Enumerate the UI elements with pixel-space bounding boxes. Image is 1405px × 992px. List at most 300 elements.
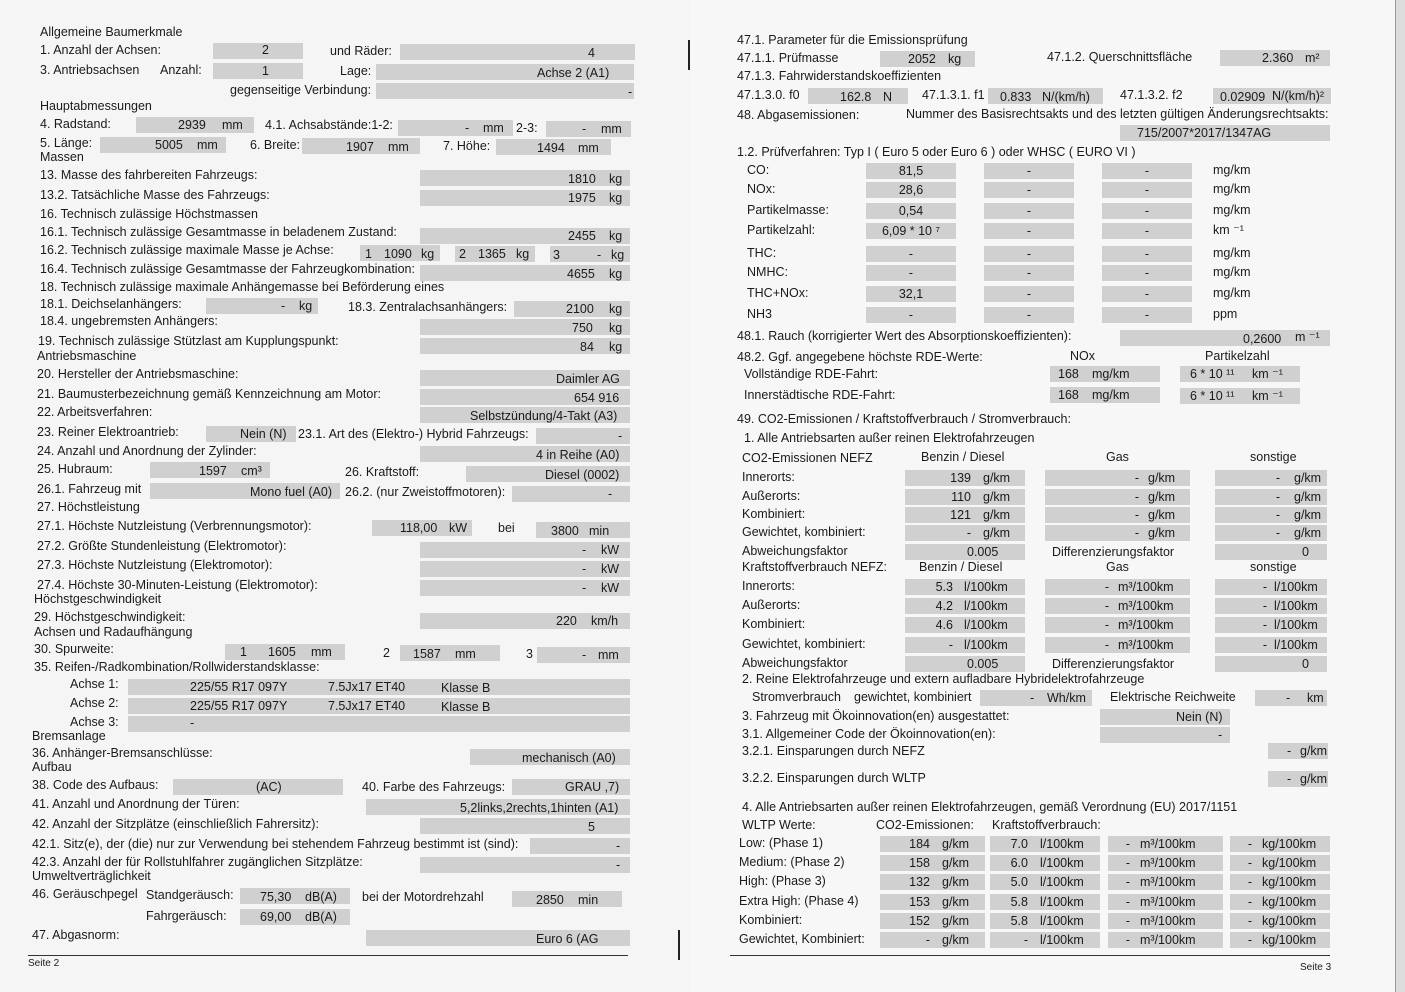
co2-unit-3: g/km [1294,471,1322,485]
label-m184: 18.4. ungebremsten Anhängers: [40,314,218,328]
value-p48: 715/2007*2017/1347AG [1137,126,1272,140]
emission-value-3: - [1144,308,1150,322]
label-p31: 3.1. Allgemeiner Code der Ökoinnovation(en): [742,727,996,741]
wltp-kg: - [1247,837,1252,851]
unit-p4712: m² [1305,51,1320,65]
co2-unit-1: g/km [983,490,1011,504]
value-m183: 2100 [566,302,594,316]
emission-value-3: - [1144,204,1150,218]
value-m162-a2: 2 [459,247,466,261]
emission-value-3: - [1144,287,1150,301]
emission-value-2: - [1026,247,1032,261]
header-partikelzahl: Partikelzahl [1205,349,1270,363]
value-abw: 0.005 [967,545,999,559]
value-a29: 220 [556,614,577,628]
emission-name: Partikelmasse: [747,203,829,217]
unit-p481: m ⁻¹ [1295,330,1320,344]
wltp-co2-unit: g/km [942,933,970,947]
kv-unit-3: l/100km [1274,618,1318,632]
value-reichweite: - [1286,691,1291,705]
label-p4711: 47.1.1. Prüfmasse [737,51,839,65]
value-a30-a3: 3 [526,647,533,661]
unit-hoehe: mm [578,141,599,155]
wltp-kg: - [1247,875,1252,889]
emission-value-1: 81,5 [898,164,924,178]
unit-f2: N/(km/h)² [1272,89,1325,103]
value-achse1-tire: 225/55 R17 097Y [190,680,288,694]
wltp-m3-unit: m³/100km [1140,895,1196,909]
emission-value-3: - [1144,183,1150,197]
binding-mark-bottom [678,930,680,960]
co2-row-name: Gewichtet, kombiniert: [742,525,866,539]
label-a262: 26.2. (nur Zweistoffmotoren): [345,485,506,499]
wltp-kg-unit: kg/100km [1262,933,1317,947]
emission-name: NH3 [747,307,773,321]
unit-m181: kg [299,299,313,313]
label-raeder: und Räder: [330,44,392,58]
emission-unit: mg/km [1213,203,1251,217]
emission-unit: mg/km [1213,182,1251,196]
label-f1: 47.1.3.1. f1 [922,88,985,102]
co2-value-2: - [1134,526,1139,540]
wltp-kg-unit: kg/100km [1262,875,1317,889]
value-a274: - [582,581,587,595]
kv-unit-1: l/100km [964,638,1008,652]
wltp-co2-unit: g/km [942,837,970,851]
value-fahr: 69,00 [260,910,292,924]
value-a30-v2: 1587 [413,647,441,661]
label-diff: Differenzierungsfaktor [1052,545,1175,559]
value-achse1-rim: 7.5Jx17 ET40 [328,680,406,694]
wltp-kg: - [1247,914,1252,928]
label-p481: 48.1. Rauch (korrigierter Wert des Absorptionskoeffizienten): [737,329,1072,343]
value-breite: 1907 [346,140,374,154]
value-p31: - [1218,728,1223,742]
wltp-m3-unit: m³/100km [1140,875,1196,889]
kv-value-1: 4.6 [935,618,953,632]
emission-value-2: - [1026,308,1032,322]
kv-value-2: - [1104,618,1109,632]
wltp-m3: - [1125,914,1130,928]
co2-value-1: 110 [951,490,971,504]
header-wltp-kv: Kraftstoffverbrauch: [992,818,1101,832]
label-a23: 23. Reiner Elektroantrieb: [37,425,179,439]
wltp-co2: 152 [909,914,930,928]
unit-a25: cm³ [241,464,262,478]
wltp-kv: - [1023,933,1028,947]
value-strom: - [1030,691,1035,705]
value-p322: - [1287,772,1292,786]
emission-value-3: - [1144,266,1150,280]
value-m161: 2455 [568,229,596,243]
wltp-m3-unit: m³/100km [1140,933,1196,947]
label-antriebsachsen: 3. Antriebsachsen [40,63,140,77]
emission-value-3: - [1144,164,1150,178]
kv-unit-3: l/100km [1274,599,1318,613]
co2-unit-1: g/km [983,526,1011,540]
label-m162: 16.2. Technisch zulässige maximale Masse je Achse: [40,243,334,257]
co2-value-1: 139 [950,471,971,485]
emission-name: CO: [747,163,770,177]
unit-a30-2: mm [455,647,476,661]
kv-value-2: - [1104,599,1109,613]
label-m164: 16.4. Technisch zulässige Gesamtmasse der Fahrzeugkombination: [40,262,415,276]
label-achse2: Achse 2: [70,696,119,710]
kv-value-3: - [1262,618,1267,632]
label-stand: Standgeräusch: [146,888,234,902]
unit-a272: kW [601,543,620,557]
header-kv-gas: Gas [1106,560,1129,574]
label-a42: 42. Anzahl der Sitzplätze (einschließlich Fahrersitz): [32,817,319,831]
wltp-row-name: Gewichtet, Kombiniert: [739,932,865,946]
page-number: Seite 2 [28,958,60,969]
header-kv: Kraftstoffverbrauch NEFZ: [742,560,887,574]
co2-value-3: - [1275,508,1280,522]
unit-m183: kg [609,302,623,316]
label-abw: Abweichungsfaktor [742,544,848,558]
kv-value-2: - [1104,638,1109,652]
label-achse1: Achse 1: [70,677,119,691]
label-p471: 47.1. Parameter für die Emissionsprüfung [737,33,968,47]
label-a46: 46. Geräuschpegel [32,887,138,901]
label-reichweite: Elektrische Reichweite [1110,690,1236,704]
co2-unit-2: g/km [1148,508,1176,522]
label-radstand: 4. Radstand: [40,117,111,131]
kv-unit-2: m³/100km [1118,618,1174,632]
value-f2: 0.02909 [1220,90,1266,104]
emission-value-2: - [1026,164,1032,178]
label-a231: 23.1. Art des (Elektro-) Hybrid Fahrzeugs: [298,427,529,441]
wltp-co2: 153 [909,895,930,909]
wltp-kv-unit: l/100km [1040,933,1084,947]
label-anzahl: Anzahl: [160,63,202,77]
section-bremsanlage: Bremsanlage [32,729,106,743]
header-kv-sonstige: sonstige [1250,560,1297,574]
unit-radstand: mm [222,118,243,132]
value-m164: 4655 [567,267,595,281]
label-p491: 1. Alle Antriebsarten außer reinen Elektrofahrzeugen [744,431,1035,445]
kv-row-name: Außerorts: [742,598,801,612]
label-a35: 35. Reifen-/Radkombination/Rollwiderstandsklasse: [34,660,320,674]
emission-name: Partikelzahl: [747,223,816,237]
page-3 [690,0,1395,992]
label-p321: 3.2.1. Einsparungen durch NEFZ [742,744,925,758]
label-m19: 19. Technisch zulässige Stützlast am Kupplungspunkt: [38,334,339,348]
value-a271-rpm: 3800 [551,524,579,538]
header-nox: NOx [1070,349,1095,363]
emission-unit: mg/km [1213,246,1251,260]
wltp-co2: 132 [909,875,930,889]
label-a20: 20. Hersteller der Antriebsmaschine: [37,367,239,381]
unit-achsabst-23: mm [601,122,622,136]
label-gewichtet: gewichtet, kombiniert [854,690,972,704]
header-kv-benzin: Benzin / Diesel [919,560,1003,574]
unit-m19: kg [609,340,623,354]
emission-name: NMHC: [747,265,788,279]
footer-line [28,955,628,956]
header-gas: Gas [1106,450,1129,464]
value-a20: Daimler AG [556,372,620,386]
emission-value-1: 6,09 * 10 ⁷ [881,224,941,238]
value-a273: - [582,562,587,576]
unit-a271-rpm: min [589,524,610,538]
unit-m184: kg [609,321,623,335]
label-p48: 48. Abgasemissionen: [737,108,860,122]
label-m181: 18.1. Deichselanhängers: [40,297,182,311]
wltp-co2: 158 [909,856,930,870]
unit-a30-1: mm [311,645,332,659]
label-lage: Lage: [340,64,372,78]
label-a273: 27.3. Höchste Nutzleistung (Elektromotor): [37,558,273,572]
unit-laenge: mm [197,138,218,152]
wltp-m3: - [1125,933,1130,947]
wltp-co2: 184 [909,837,930,851]
value-achse1-class: Klasse B [441,681,491,695]
section-hoechstgeschwindigkeit: Höchstgeschwindigkeit [34,592,162,606]
label-p4713: 47.1.3. Fahrwiderstandskoeffizienten [737,69,942,83]
value-a261: Mono fuel (A0) [250,485,332,499]
value-a30-v3: - [582,648,587,662]
kv-value-3: - [1262,599,1267,613]
value-achse3: - [190,716,195,730]
co2-unit-1: g/km [983,471,1011,485]
unit-a274: kW [601,581,620,595]
emission-name: THC: [747,246,777,260]
header-wltp: WLTP Werte: [742,818,816,832]
label-p4712: 47.1.2. Querschnittsfläche [1047,50,1193,64]
value-p4711: 2052 [908,52,936,66]
wltp-kv-unit: l/100km [1040,856,1084,870]
kv-unit-3: l/100km [1274,638,1318,652]
value-verbindung: - [628,85,633,99]
label-p4: 4. Alle Antriebsarten außer reinen Elektrofahrzeugen, gemäß Verordnung (EU) 2017/1151 [742,800,1238,814]
value-a41: 5,2links,2rechts,1hinten (A1) [460,801,619,815]
wltp-m3: - [1125,837,1130,851]
section-aufbau: Aufbau [32,760,72,774]
wltp-kv-unit: l/100km [1040,895,1084,909]
co2-row-name: Kombiniert: [742,507,806,521]
unit-stand: dB(A) [305,890,337,904]
unit-m164: kg [609,267,623,281]
label-a423: 42.3. Anzahl der für Rollstuhlfahrer zugänglichen Sitzplätze: [32,855,363,869]
wltp-m3: - [1125,856,1130,870]
label-a26: 26. Kraftstoff: [345,465,420,479]
unit-achsabst-12: mm [483,121,504,135]
header-benzin: Benzin / Diesel [921,450,1005,464]
label-achsen: 1. Anzahl der Achsen: [40,43,161,57]
label-a272: 27.2. Größte Stundenleistung (Elektromotor): [37,539,287,553]
wltp-row-name: Kombiniert: [739,913,803,927]
wltp-kv: 5.0 [1010,875,1028,889]
unit-m162-1: kg [421,247,435,261]
label-a38: 38. Code des Aufbaus: [32,778,159,792]
label-strom: Stromverbrauch [752,690,841,704]
value-a30-a1: 1 [240,645,247,659]
unit-a271: kW [449,521,468,535]
emission-unit: mg/km [1213,286,1251,300]
co2-row-name: Innerorts: [742,470,795,484]
value-a272: - [582,543,587,557]
kv-row-name: Kombiniert: [742,617,806,631]
kv-unit-1: l/100km [964,580,1008,594]
value-f0: 162.8 [840,90,872,104]
value-rde2-pz: 6 * 10 ¹¹ [1190,389,1235,403]
label-a25: 25. Hubraum: [37,462,113,476]
value-a36: mechanisch (A0) [522,751,616,765]
unit-rde2-nox: mg/km [1092,388,1130,402]
wltp-kv: 6.0 [1010,856,1028,870]
label-a22: 22. Arbeitsverfahren: [37,405,153,419]
kv-value-1: - [948,638,953,652]
value-hoehe: 1494 [537,141,565,155]
unit-m161: kg [609,229,623,243]
unit-m132: kg [609,191,623,205]
label-m161: 16.1. Technisch zulässige Gesamtmasse in beladenem Zustand: [40,225,397,239]
wltp-kv-unit: l/100km [1040,875,1084,889]
kv-unit-1: l/100km [964,599,1008,613]
unit-m13: kg [609,172,623,186]
value-antrieb-anzahl: 1 [262,64,269,78]
unit-fahr: dB(A) [305,910,337,924]
unit-breite: mm [388,140,409,154]
wltp-m3: - [1125,895,1130,909]
value-drehzahl: 2850 [536,893,564,907]
label-diff2: Differenzierungsfaktor [1052,657,1175,671]
co2-value-1: 121 [950,508,971,522]
value-a47: Euro 6 (AG [536,932,599,946]
co2-unit-2: g/km [1148,490,1176,504]
co2-value-3: - [1275,526,1280,540]
wltp-co2-unit: g/km [942,856,970,870]
kv-value-2: - [1104,580,1109,594]
wltp-kv-unit: l/100km [1040,837,1084,851]
value-m132: 1975 [568,191,596,205]
value-p3: Nein (N) [1176,710,1223,724]
wltp-kg-unit: kg/100km [1262,837,1317,851]
value-a23: Nein (N) [240,427,287,441]
label-m132: 13.2. Tatsächliche Masse des Fahrzeugs: [40,188,270,202]
unit-p321: g/km [1300,744,1328,758]
label-m183: 18.3. Zentralachsanhängers: [348,300,508,314]
unit-p322: g/km [1300,772,1328,786]
unit-a273: kW [601,562,620,576]
label-m18: 18. Technisch zulässige maximale Anhängemasse bei Beförderung eines [40,280,445,294]
wltp-kg-unit: kg/100km [1262,895,1317,909]
value-m184: 750 [572,321,593,335]
kv-unit-2: m³/100km [1118,580,1174,594]
header-wltp-co2: CO2-Emissionen: [876,818,974,832]
co2-value-3: - [1275,471,1280,485]
wltp-co2-unit: g/km [942,895,970,909]
value-diff: 0 [1302,545,1309,559]
label-rde2: Innerstädtische RDE-Fahrt: [744,388,896,402]
page-edge [1395,0,1405,992]
value-raeder: 4 [588,46,595,60]
label-bei: bei [498,521,515,535]
value-m162-a1: 1 [365,247,372,261]
emission-value-1: 32,1 [898,287,924,301]
emission-value-2: - [1026,183,1032,197]
value-abw2: 0.005 [967,657,999,671]
kv-unit-1: l/100km [964,618,1008,632]
wltp-kg-unit: kg/100km [1262,856,1317,870]
binding-mark-top [688,40,690,70]
emission-unit: mg/km [1213,163,1251,177]
value-stand: 75,30 [260,890,292,904]
unit-a29: km/h [591,614,619,628]
kv-value-3: - [1262,638,1267,652]
page-2 [0,0,690,992]
co2-value-2: - [1134,508,1139,522]
value-a421: - [616,839,621,853]
value-rde1-pz: 6 * 10 ¹¹ [1190,367,1235,381]
kv-unit-2: m³/100km [1118,638,1174,652]
value-a24: 4 in Reihe (A0) [536,448,620,462]
emission-unit: mg/km [1213,265,1251,279]
co2-unit-3: g/km [1294,508,1322,522]
value-lage: Achse 2 (A1) [537,66,610,80]
value-m162-v2: 1365 [478,247,506,261]
label-a261: 26.1. Fahrzeug mit [37,482,142,496]
value-achsen: 2 [262,43,269,57]
value-achse2-rim: 7.5Jx17 ET40 [328,699,406,713]
wltp-kv-unit: l/100km [1040,914,1084,928]
emission-value-2: - [1026,266,1032,280]
co2-row-name: Außerorts: [742,489,801,503]
unit-drehzahl: min [578,893,599,907]
label-rde1: Vollständige RDE-Fahrt: [744,367,879,381]
label-a29: 29. Höchstgeschwindigkeit: [34,610,186,624]
label-f0: 47.1.3.0. f0 [737,88,800,102]
emission-value-2: - [1026,204,1032,218]
value-a22: Selbstzündung/4-Takt (A3) [470,409,618,423]
section-hauptabmessungen: Hauptabmessungen [40,99,152,113]
value-achse2-class: Klasse B [441,700,491,714]
label-m16: 16. Technisch zulässige Höchstmassen [40,207,258,221]
value-p481: 0,2600 [1243,332,1282,346]
wltp-row-name: Low: (Phase 1) [739,836,824,850]
co2-value-1: - [966,526,971,540]
section-allgemein: Allgemeine Baumerkmale [40,25,183,39]
section-massen: Massen [40,150,84,164]
value-a26: Diesel (0002) [545,468,620,482]
value-achsabst-23: - [582,122,587,136]
co2-value-3: - [1275,490,1280,504]
label-a30: 30. Spurweite: [34,642,114,656]
wltp-co2-unit: g/km [942,914,970,928]
label-abw2: Abweichungsfaktor [742,656,848,670]
emission-unit: ppm [1213,307,1238,321]
value-a25: 1597 [199,464,227,478]
value-a231: - [618,429,623,443]
label-m13: 13. Masse des fahrbereiten Fahrzeugs: [40,168,258,182]
wltp-kv: 7.0 [1010,837,1028,851]
wltp-kv: 5.8 [1010,914,1028,928]
unit-strom: Wh/km [1047,691,1086,705]
wltp-kg: - [1247,895,1252,909]
unit-reichweite: km [1307,691,1324,705]
page-number-right: Seite 3 [1300,962,1332,973]
emission-unit: km ⁻¹ [1213,223,1244,237]
co2-value-2: - [1134,471,1139,485]
section-umwelt: Umweltverträglichkeit [32,869,151,883]
co2-unit-1: g/km [983,508,1011,522]
label-drehzahl: bei der Motordrehzahl [362,890,484,904]
wltp-kg: - [1247,856,1252,870]
value-a42: 5 [588,820,595,834]
emission-value-1: - [908,266,914,280]
emission-value-3: - [1144,247,1150,261]
